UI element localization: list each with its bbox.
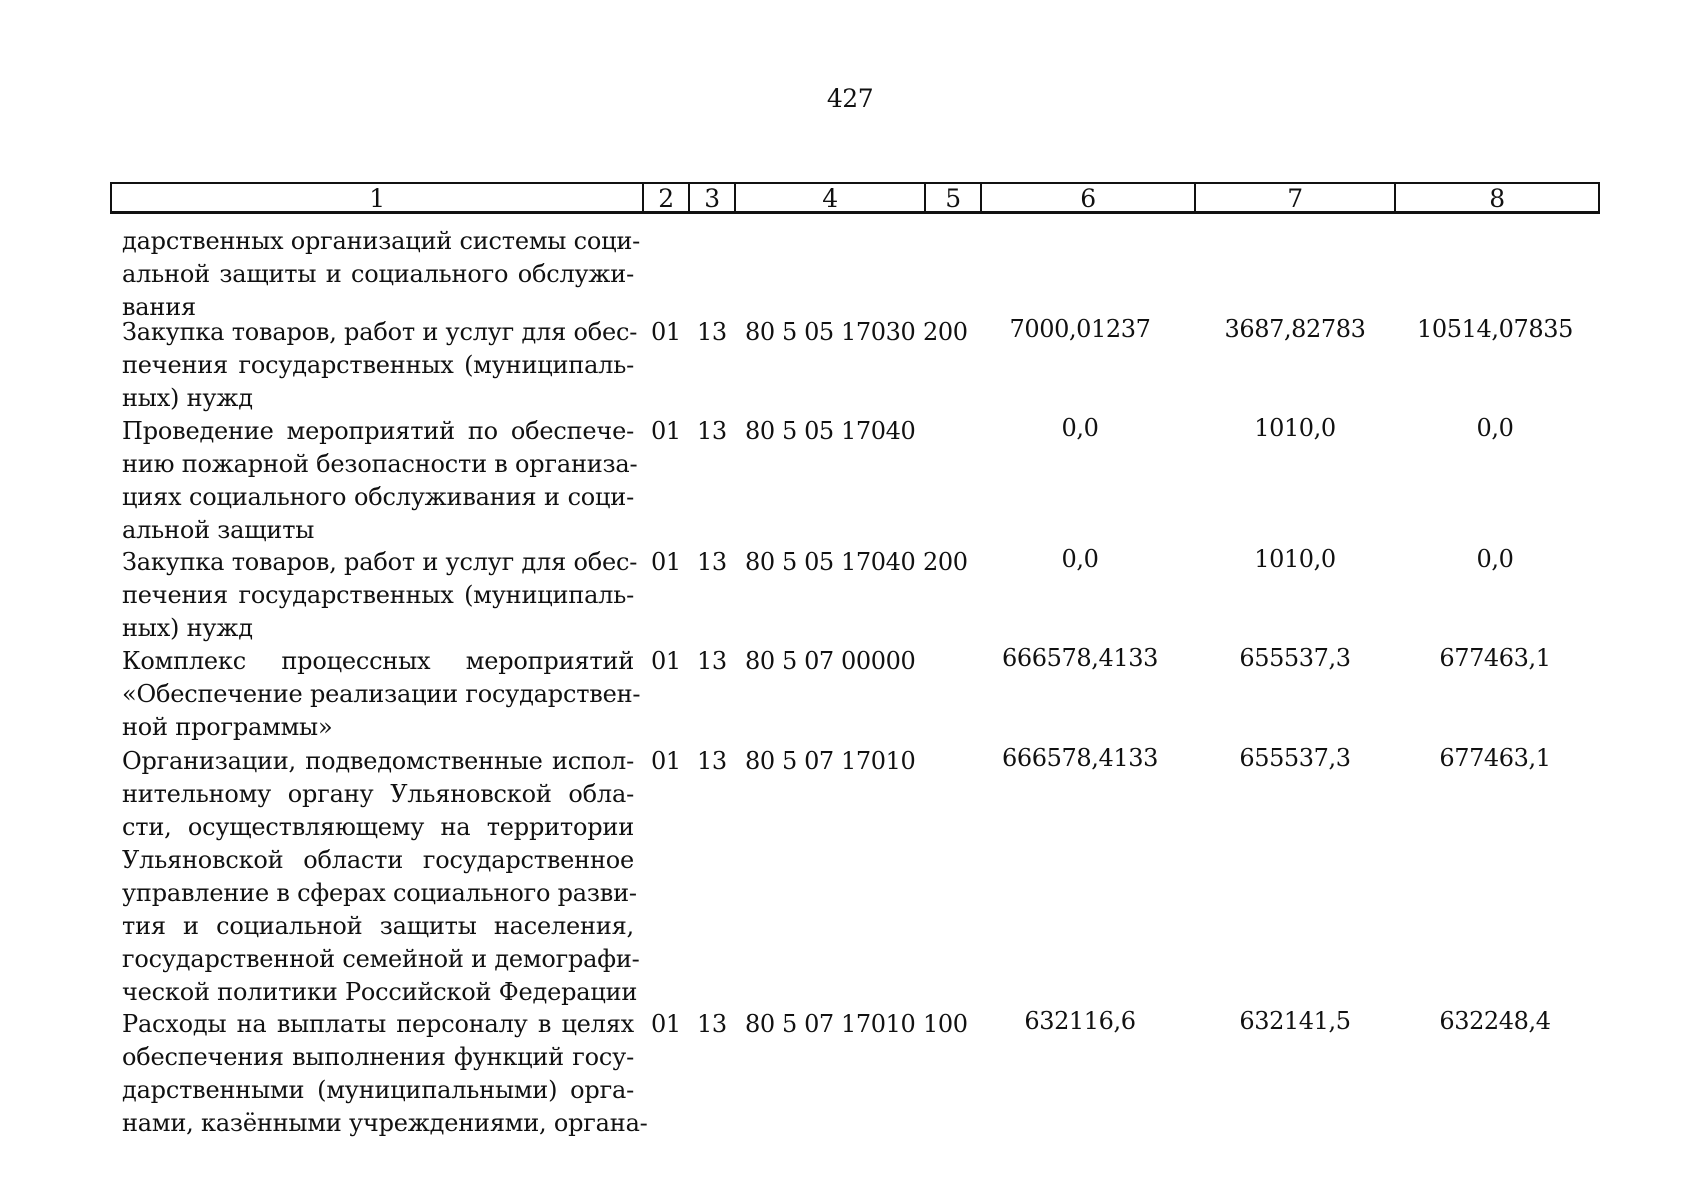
row-description bbox=[122, 745, 640, 1009]
description-line: нами, казёнными учреждениями, органа- bbox=[122, 1109, 648, 1137]
cell-col-2: 01 bbox=[651, 1010, 681, 1038]
description-line: тия и социальной защиты населения, bbox=[122, 912, 634, 940]
description-line: альной защиты bbox=[122, 516, 315, 544]
description-line: Комплекс процессных мероприятий bbox=[122, 647, 634, 675]
cell-col-7: 655537,3 bbox=[1239, 744, 1351, 772]
description-line: государственной семейной и демографи- bbox=[122, 945, 640, 973]
cell-col-7: 1010,0 bbox=[1254, 545, 1336, 573]
header-col-7: 7 bbox=[1196, 184, 1396, 211]
description-line: Организации, подведомственные испол- bbox=[122, 747, 634, 775]
description-line: вания bbox=[122, 293, 196, 321]
header-col-1: 1 bbox=[112, 184, 644, 211]
cell-col-8: 677463,1 bbox=[1439, 744, 1551, 772]
cell-col-4: 80 5 05 17030 bbox=[745, 318, 916, 346]
cell-col-7: 1010,0 bbox=[1254, 414, 1336, 442]
description-line: сти, осуществляющему на территории bbox=[122, 813, 634, 841]
cell-col-6: 0,0 bbox=[1061, 545, 1099, 573]
description-line: Расходы на выплаты персоналу в целях bbox=[122, 1010, 634, 1038]
description-line: альной защиты и социального обслужи- bbox=[122, 260, 634, 288]
cell-col-3: 13 bbox=[697, 747, 727, 775]
cell-col-2: 01 bbox=[651, 548, 681, 576]
description-line: циях социального обслуживания и соци- bbox=[122, 483, 634, 511]
cell-col-7: 655537,3 bbox=[1239, 644, 1351, 672]
cell-col-8: 0,0 bbox=[1476, 414, 1514, 442]
description-line: ных) нужд bbox=[122, 614, 253, 642]
header-col-8: 8 bbox=[1489, 184, 1505, 213]
header-col-2: 2 bbox=[644, 184, 690, 211]
cell-col-4: 80 5 05 17040 bbox=[745, 417, 916, 445]
description-line: дарственных организаций системы соци- bbox=[122, 227, 641, 255]
description-line: нию пожарной безопасности в организа- bbox=[122, 450, 638, 478]
description-line: печения государственных (муниципаль- bbox=[122, 581, 634, 609]
description-line: «Обеспечение реализации государствен- bbox=[122, 680, 641, 708]
cell-col-2: 01 bbox=[651, 417, 681, 445]
cell-col-6: 666578,4133 bbox=[1002, 744, 1158, 772]
description-line: Закупка товаров, работ и услуг для обес- bbox=[122, 548, 638, 576]
cell-col-8: 677463,1 bbox=[1439, 644, 1551, 672]
cell-col-3: 13 bbox=[697, 318, 727, 346]
cell-col-2: 01 bbox=[651, 747, 681, 775]
cell-col-2: 01 bbox=[651, 318, 681, 346]
cell-col-4: 80 5 07 17010 bbox=[745, 1010, 916, 1038]
description-line: Проведение мероприятий по обеспече- bbox=[122, 417, 634, 445]
description-line: ных) нужд bbox=[122, 384, 253, 412]
description-line: ческой политики Российской Федерации bbox=[122, 978, 638, 1006]
cell-col-7: 632141,5 bbox=[1239, 1007, 1351, 1035]
header-col-4: 4 bbox=[736, 184, 926, 211]
cell-col-5: 200 bbox=[923, 548, 968, 576]
cell-col-3: 13 bbox=[697, 1010, 727, 1038]
cell-col-5: 100 bbox=[923, 1010, 968, 1038]
header-col-5: 5 bbox=[926, 184, 982, 211]
cell-col-6: 632116,6 bbox=[1024, 1007, 1136, 1035]
description-line: ной программы» bbox=[122, 713, 333, 741]
description-line: печения государственных (муниципаль- bbox=[122, 351, 634, 379]
header-col-3: 3 bbox=[690, 184, 736, 211]
cell-col-4: 80 5 07 17010 bbox=[745, 747, 916, 775]
description-line: управление в сферах социального разви- bbox=[122, 879, 637, 907]
page-number: 427 bbox=[826, 84, 874, 113]
cell-col-2: 01 bbox=[651, 647, 681, 675]
cell-col-8: 10514,07835 bbox=[1417, 315, 1573, 343]
cell-col-8: 632248,4 bbox=[1439, 1007, 1551, 1035]
cell-col-6: 666578,4133 bbox=[1002, 644, 1158, 672]
cell-col-7: 3687,82783 bbox=[1224, 315, 1366, 343]
description-line: дарственными (муниципальными) орга- bbox=[122, 1076, 634, 1104]
row-description bbox=[122, 316, 638, 415]
row-description bbox=[122, 546, 638, 645]
cell-col-3: 13 bbox=[697, 548, 727, 576]
cell-col-3: 13 bbox=[697, 417, 727, 445]
description-line: нительному органу Ульяновской обла- bbox=[122, 780, 634, 808]
row-description bbox=[122, 645, 641, 744]
row-description bbox=[122, 225, 641, 324]
header-col-6: 6 bbox=[982, 184, 1196, 211]
cell-col-6: 7000,01237 bbox=[1009, 315, 1151, 343]
description-line: Закупка товаров, работ и услуг для обес- bbox=[122, 318, 638, 346]
cell-col-4: 80 5 05 17040 bbox=[745, 548, 916, 576]
cell-col-6: 0,0 bbox=[1061, 414, 1099, 442]
description-line: обеспечения выполнения функций госу- bbox=[122, 1043, 634, 1071]
cell-col-4: 80 5 07 00000 bbox=[745, 647, 916, 675]
cell-col-3: 13 bbox=[697, 647, 727, 675]
row-description bbox=[122, 415, 638, 547]
cell-col-8: 0,0 bbox=[1476, 545, 1514, 573]
description-line: Ульяновской области государственное bbox=[122, 846, 634, 874]
row-description bbox=[122, 1008, 648, 1140]
table-header bbox=[110, 182, 1600, 214]
cell-col-5: 200 bbox=[923, 318, 968, 346]
